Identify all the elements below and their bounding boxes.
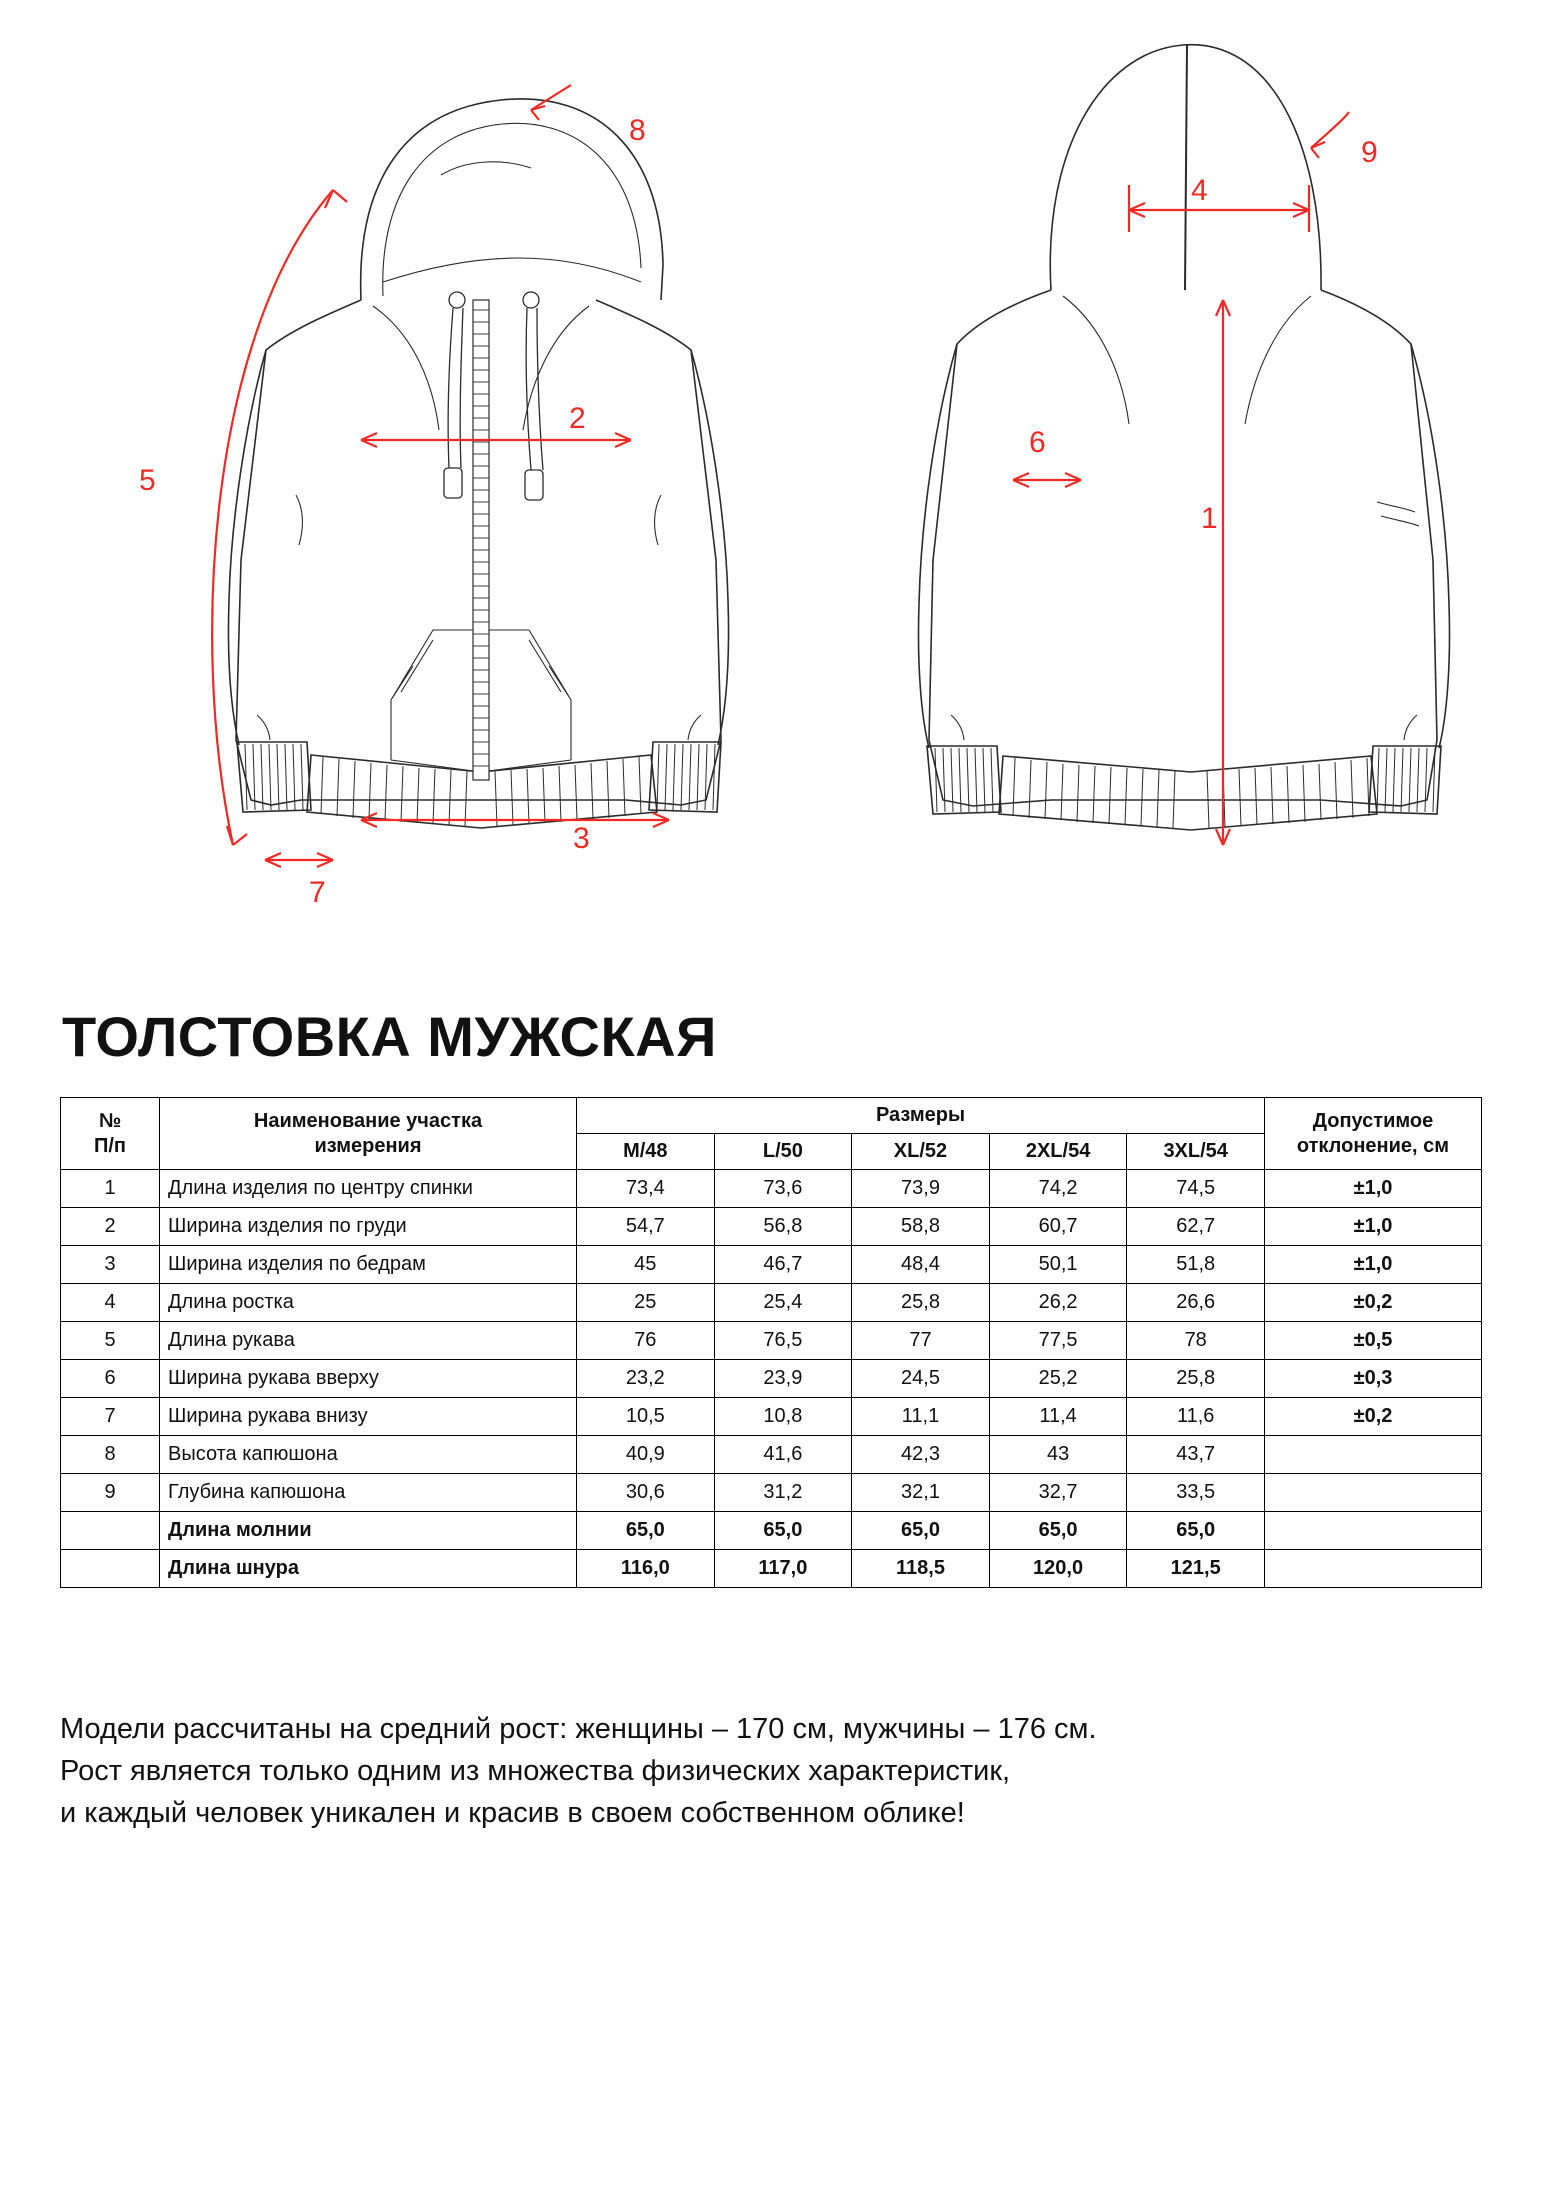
table-row — [61, 1284, 1482, 1322]
row-value-xl52: 73,9 — [852, 1170, 990, 1208]
row-number: 7 — [61, 1398, 160, 1436]
front-measure-labels — [139, 114, 646, 909]
row-number: 4 — [61, 1284, 160, 1322]
table-row — [61, 1246, 1482, 1284]
row-deviation — [1265, 1512, 1482, 1550]
row-deviation: ±0,2 — [1265, 1284, 1482, 1322]
row-value-3xl54: 65,0 — [1127, 1512, 1265, 1550]
row-value-3xl54: 74,5 — [1127, 1170, 1265, 1208]
callout-5: 5 — [139, 464, 156, 497]
row-value-l50: 65,0 — [714, 1512, 852, 1550]
row-value-xl52: 42,3 — [852, 1436, 990, 1474]
row-value-2xl54: 32,7 — [989, 1474, 1127, 1512]
row-value-m48: 10,5 — [577, 1398, 715, 1436]
header-measurement-name — [160, 1098, 577, 1170]
row-value-3xl54: 33,5 — [1127, 1474, 1265, 1512]
table-row — [61, 1512, 1482, 1550]
row-value-2xl54: 120,0 — [989, 1550, 1127, 1588]
row-number: 8 — [61, 1436, 160, 1474]
table-row — [61, 1398, 1482, 1436]
row-value-2xl54: 77,5 — [989, 1322, 1127, 1360]
row-number: 6 — [61, 1360, 160, 1398]
header-number-line1: № — [98, 1109, 122, 1132]
drawcord — [444, 292, 543, 500]
row-value-3xl54: 26,6 — [1127, 1284, 1265, 1322]
row-measurement-name: Длина изделия по центру спинки — [160, 1170, 577, 1208]
row-value-l50: 31,2 — [714, 1474, 852, 1512]
row-measurement-name: Длина ростка — [160, 1284, 577, 1322]
row-value-xl52: 65,0 — [852, 1512, 990, 1550]
row-value-xl52: 48,4 — [852, 1246, 990, 1284]
row-value-3xl54: 51,8 — [1127, 1246, 1265, 1284]
row-value-m48: 25 — [577, 1284, 715, 1322]
row-value-3xl54: 11,6 — [1127, 1398, 1265, 1436]
row-measurement-name: Ширина изделия по груди — [160, 1208, 577, 1246]
row-value-xl52: 32,1 — [852, 1474, 990, 1512]
cuff-left — [237, 742, 311, 812]
header-size-xl52: XL/52 — [852, 1134, 990, 1170]
row-deviation: ±0,2 — [1265, 1398, 1482, 1436]
row-number: 9 — [61, 1474, 160, 1512]
row-measurement-name: Длина молнии — [160, 1512, 577, 1550]
row-value-l50: 117,0 — [714, 1550, 852, 1588]
row-value-l50: 76,5 — [714, 1322, 852, 1360]
front-measure-lines — [212, 85, 669, 867]
header-size-2xl54: 2XL/54 — [989, 1134, 1127, 1170]
row-value-2xl54: 50,1 — [989, 1246, 1127, 1284]
callout-6: 6 — [1029, 426, 1046, 459]
cuff-right — [649, 742, 721, 812]
size-table — [60, 1097, 1482, 1588]
row-value-l50: 10,8 — [714, 1398, 852, 1436]
back-measure-lines — [1013, 112, 1349, 845]
row-number: 3 — [61, 1246, 160, 1284]
row-value-l50: 56,8 — [714, 1208, 852, 1246]
row-value-m48: 30,6 — [577, 1474, 715, 1512]
row-deviation — [1265, 1436, 1482, 1474]
row-value-2xl54: 43 — [989, 1436, 1127, 1474]
callout-3: 3 — [573, 822, 590, 855]
row-measurement-name: Высота капюшона — [160, 1436, 577, 1474]
technical-drawings — [61, 0, 1481, 990]
zipper-front — [473, 300, 489, 780]
row-value-xl52: 25,8 — [852, 1284, 990, 1322]
row-value-xl52: 118,5 — [852, 1550, 990, 1588]
row-value-m48: 23,2 — [577, 1360, 715, 1398]
row-value-l50: 73,6 — [714, 1170, 852, 1208]
row-value-3xl54: 62,7 — [1127, 1208, 1265, 1246]
table-row — [61, 1208, 1482, 1246]
row-deviation — [1265, 1550, 1482, 1588]
header-size-l50: L/50 — [714, 1134, 852, 1170]
row-value-xl52: 58,8 — [852, 1208, 990, 1246]
row-value-m48: 54,7 — [577, 1208, 715, 1246]
row-measurement-name: Ширина рукава внизу — [160, 1398, 577, 1436]
row-measurement-name: Длина рукава — [160, 1322, 577, 1360]
row-value-2xl54: 60,7 — [989, 1208, 1127, 1246]
row-deviation: ±0,5 — [1265, 1322, 1482, 1360]
page-title: ТОЛСТОВКА МУЖСКАЯ — [62, 1005, 717, 1068]
header-size-m48: M/48 — [577, 1134, 715, 1170]
row-value-3xl54: 78 — [1127, 1322, 1265, 1360]
row-value-m48: 73,4 — [577, 1170, 715, 1208]
callout-1: 1 — [1201, 502, 1218, 535]
row-deviation: ±1,0 — [1265, 1246, 1482, 1284]
row-value-m48: 40,9 — [577, 1436, 715, 1474]
table-row — [61, 1170, 1482, 1208]
row-value-xl52: 11,1 — [852, 1398, 990, 1436]
row-value-2xl54: 26,2 — [989, 1284, 1127, 1322]
row-value-2xl54: 65,0 — [989, 1512, 1127, 1550]
table-body — [61, 1170, 1482, 1588]
row-deviation — [1265, 1474, 1482, 1512]
header-deviation — [1265, 1098, 1482, 1170]
table-row — [61, 1550, 1482, 1588]
table-row — [61, 1360, 1482, 1398]
row-value-2xl54: 25,2 — [989, 1360, 1127, 1398]
header-name-line2: измерения — [314, 1134, 422, 1157]
footnote-line-1: Модели рассчитаны на средний рост: женщины – 170 см, мужчины – 176 см. — [60, 1713, 1097, 1745]
table-header-row-1 — [61, 1098, 1482, 1134]
row-value-xl52: 77 — [852, 1322, 990, 1360]
table-header — [61, 1098, 1482, 1170]
table-row — [61, 1322, 1482, 1360]
hem-rib-back — [999, 756, 1377, 830]
row-value-l50: 25,4 — [714, 1284, 852, 1322]
row-value-m48: 76 — [577, 1322, 715, 1360]
row-value-m48: 45 — [577, 1246, 715, 1284]
row-measurement-name: Длина шнура — [160, 1550, 577, 1588]
row-value-l50: 41,6 — [714, 1436, 852, 1474]
callout-9: 9 — [1361, 136, 1378, 169]
row-value-xl52: 24,5 — [852, 1360, 990, 1398]
footnote-line-2: Рост является только одним из множества физических характеристик, — [60, 1755, 1011, 1788]
row-number: 1 — [61, 1170, 160, 1208]
header-size-3xl54: 3XL/54 — [1127, 1134, 1265, 1170]
row-number — [61, 1512, 160, 1550]
row-value-l50: 46,7 — [714, 1246, 852, 1284]
callout-2: 2 — [569, 402, 586, 435]
row-number: 5 — [61, 1322, 160, 1360]
callout-8: 8 — [629, 114, 646, 147]
row-measurement-name: Ширина рукава вверху — [160, 1360, 577, 1398]
header-deviation-line2: отклонение, см — [1296, 1134, 1450, 1157]
row-measurement-name: Ширина изделия по бедрам — [160, 1246, 577, 1284]
table-row — [61, 1436, 1482, 1474]
footnote — [60, 1708, 1482, 1834]
row-value-l50: 23,9 — [714, 1360, 852, 1398]
header-name-line1: Наименование участка — [253, 1109, 483, 1132]
row-deviation: ±1,0 — [1265, 1170, 1482, 1208]
callout-4: 4 — [1191, 174, 1208, 207]
footnote-line-3: и каждый человек уникален и красив в своем собственном облике! — [60, 1797, 965, 1830]
row-deviation: ±1,0 — [1265, 1208, 1482, 1246]
header-number-line2: П/п — [93, 1134, 126, 1157]
back-measure-labels — [1029, 136, 1378, 535]
row-value-m48: 65,0 — [577, 1512, 715, 1550]
row-value-2xl54: 74,2 — [989, 1170, 1127, 1208]
front-view-hoodie — [228, 99, 728, 828]
header-number — [61, 1098, 160, 1170]
row-value-3xl54: 121,5 — [1127, 1550, 1265, 1588]
row-deviation: ±0,3 — [1265, 1360, 1482, 1398]
header-deviation-line1: Допустимое — [1312, 1109, 1434, 1132]
row-value-m48: 116,0 — [577, 1550, 715, 1588]
row-value-2xl54: 11,4 — [989, 1398, 1127, 1436]
callout-7: 7 — [309, 876, 326, 909]
row-measurement-name: Глубина капюшона — [160, 1474, 577, 1512]
row-value-3xl54: 25,8 — [1127, 1360, 1265, 1398]
row-value-3xl54: 43,7 — [1127, 1436, 1265, 1474]
table-row — [61, 1474, 1482, 1512]
row-number: 2 — [61, 1208, 160, 1246]
row-number — [61, 1550, 160, 1588]
header-sizes-group: Размеры — [577, 1098, 1265, 1134]
